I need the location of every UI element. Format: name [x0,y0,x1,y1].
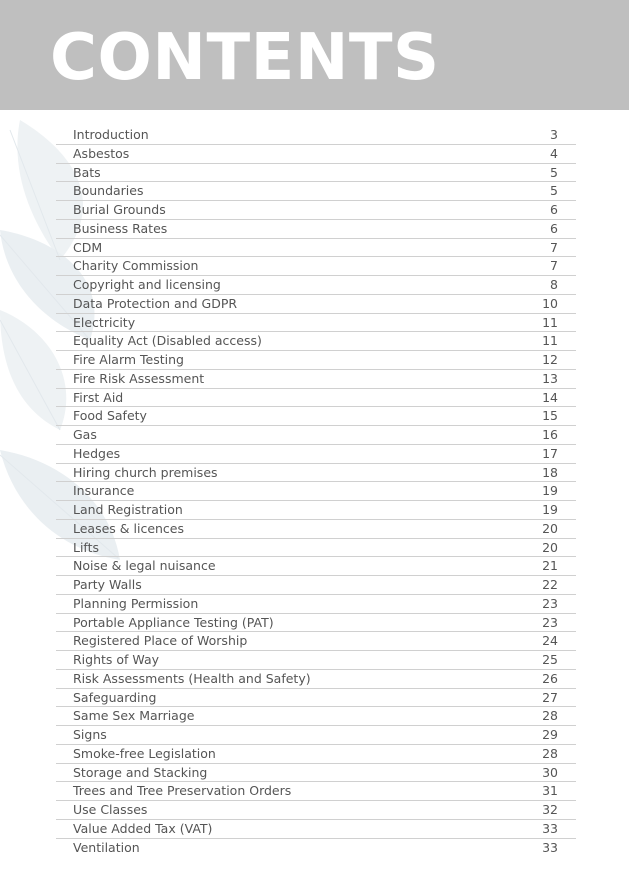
toc-entry-page-number: 29 [542,727,558,742]
toc-entry-label: Party Walls [73,577,142,592]
toc-entry-label: Risk Assessments (Health and Safety) [73,670,311,686]
toc-entry-label: Land Registration [73,502,183,517]
toc-entry-page-number: 26 [542,670,558,686]
toc-entry[interactable] [56,314,576,333]
toc-entry-label: Charity Commission [73,258,199,274]
toc-entry-label: Value Added Tax (VAT) [73,820,213,836]
toc-entry[interactable] [56,332,576,351]
toc-entry-page-number: 11 [542,333,558,349]
toc-entry[interactable] [56,464,576,483]
toc-entry-label: Same Sex Marriage [73,708,195,724]
toc-entry-label: Introduction [73,127,149,142]
toc-entry-page-number: 22 [542,577,558,592]
toc-entry[interactable] [56,689,576,708]
toc-entry[interactable] [56,539,576,558]
toc-entry-page-number: 24 [542,633,558,649]
toc-entry-label: Signs [73,727,107,742]
toc-entry-label: Equality Act (Disabled access) [73,333,262,349]
header-banner [0,0,629,110]
toc-entry-page-number: 19 [542,483,558,499]
toc-entry[interactable] [56,764,576,783]
toc-entry-page-number: 32 [542,802,558,817]
toc-entry[interactable] [56,839,576,858]
toc-entry-label: Rights of Way [73,652,160,667]
toc-entry[interactable] [56,595,576,614]
toc-entry[interactable] [56,295,576,314]
toc-entry[interactable] [56,632,576,651]
toc-entry-label: Ventilation [73,839,140,855]
toc-entry[interactable] [56,782,576,801]
toc-entry[interactable] [56,370,576,389]
toc-entry[interactable] [56,614,576,633]
toc-entry[interactable] [56,445,576,464]
toc-entry-label: Smoke-free Legislation [73,745,216,761]
toc-entry[interactable] [56,501,576,520]
toc-entry-page-number: 17 [542,445,558,461]
toc-entry[interactable] [56,651,576,670]
toc-entry-page-number: 19 [542,502,558,517]
toc-entry[interactable] [56,257,576,276]
contents-list [56,126,576,857]
toc-entry-label: Noise & legal nuisance [73,558,216,574]
toc-entry-page-number: 18 [542,464,558,480]
toc-entry-label: Fire Risk Assessment [73,370,205,386]
toc-entry[interactable] [56,707,576,726]
toc-entry-page-number: 10 [542,295,558,311]
toc-entry-label: Burial Grounds [73,202,166,217]
toc-entry-label: Hiring church premises [73,464,218,480]
toc-entry-label: Safeguarding [73,689,157,705]
toc-entry-page-number: 23 [542,614,558,630]
toc-entry-page-number: 30 [542,764,558,780]
toc-entry[interactable] [56,482,576,501]
toc-entry[interactable] [56,520,576,539]
toc-entry-page-number: 23 [542,595,558,611]
toc-entry-page-number: 27 [542,689,558,705]
toc-entry-page-number: 5 [550,183,558,199]
toc-entry-label: CDM [73,239,103,255]
toc-entry[interactable] [56,389,576,408]
toc-entry-label: Lifts [73,539,100,555]
toc-entry-label: Fire Alarm Testing [73,352,184,367]
toc-entry-label: Use Classes [73,802,148,817]
toc-entry[interactable] [56,182,576,201]
toc-entry-label: Copyright and licensing [73,277,221,292]
toc-entry-page-number: 20 [542,539,558,555]
toc-entry-page-number: 20 [542,520,558,536]
toc-entry-label: Hedges [73,445,121,461]
toc-entry-label: Planning Permission [73,595,199,611]
toc-entry-page-number: 31 [542,783,558,799]
toc-entry-label: Insurance [73,483,135,499]
toc-entry-label: Storage and Stacking [73,764,208,780]
toc-entry-page-number: 15 [542,408,558,424]
toc-entry[interactable] [56,164,576,183]
toc-entry-page-number: 28 [542,708,558,724]
toc-entry-page-number: 7 [550,258,558,274]
toc-entry-label: Asbestos [73,145,130,161]
toc-entry-page-number: 4 [550,145,558,161]
toc-entry-label: Registered Place of Worship [73,633,248,649]
toc-entry[interactable] [56,239,576,258]
toc-entry-page-number: 8 [550,277,558,292]
toc-entry-page-number: 14 [542,389,558,405]
toc-entry-label: Leases & licences [73,520,185,536]
toc-entry[interactable] [56,145,576,164]
toc-entry[interactable] [56,820,576,839]
toc-entry-label: Business Rates [73,220,168,236]
toc-entry-page-number: 21 [542,558,558,574]
toc-entry-label: Data Protection and GDPR [73,295,238,311]
toc-entry-page-number: 25 [542,652,558,667]
toc-entry[interactable] [56,670,576,689]
toc-entry-page-number: 16 [542,427,558,442]
toc-entry-page-number: 11 [542,314,558,330]
toc-entry-label: Trees and Tree Preservation Orders [73,783,292,799]
page-title: CONTENTS [50,21,440,95]
toc-entry-label: Food Safety [73,408,147,424]
toc-entry-label: Electricity [73,314,136,330]
toc-entry-page-number: 33 [542,820,558,836]
toc-entry[interactable] [56,576,576,595]
toc-entry-page-number: 5 [550,164,558,180]
toc-entry-page-number: 6 [550,220,558,236]
toc-entry-label: Bats [73,164,101,180]
toc-entry[interactable] [56,220,576,239]
toc-entry[interactable] [56,726,576,745]
toc-entry-label: First Aid [73,389,124,405]
toc-entry[interactable] [56,426,576,445]
toc-entry[interactable] [56,276,576,295]
toc-entry-label: Boundaries [73,183,144,199]
toc-entry-label: Gas [73,427,97,442]
toc-entry-page-number: 6 [550,202,558,217]
toc-entry-page-number: 7 [550,239,558,255]
toc-entry-page-number: 33 [542,839,558,855]
toc-entry[interactable] [56,801,576,820]
toc-entry-label: Portable Appliance Testing (PAT) [73,614,274,630]
toc-entry-page-number: 12 [542,352,558,367]
toc-entry-page-number: 28 [542,745,558,761]
toc-entry[interactable] [56,407,576,426]
toc-entry[interactable] [56,351,576,370]
toc-entry[interactable] [56,557,576,576]
toc-entry[interactable] [56,201,576,220]
toc-entry[interactable] [56,745,576,764]
toc-entry-page-number: 13 [542,370,558,386]
toc-entry[interactable] [56,126,576,145]
toc-entry-page-number: 3 [550,127,558,142]
